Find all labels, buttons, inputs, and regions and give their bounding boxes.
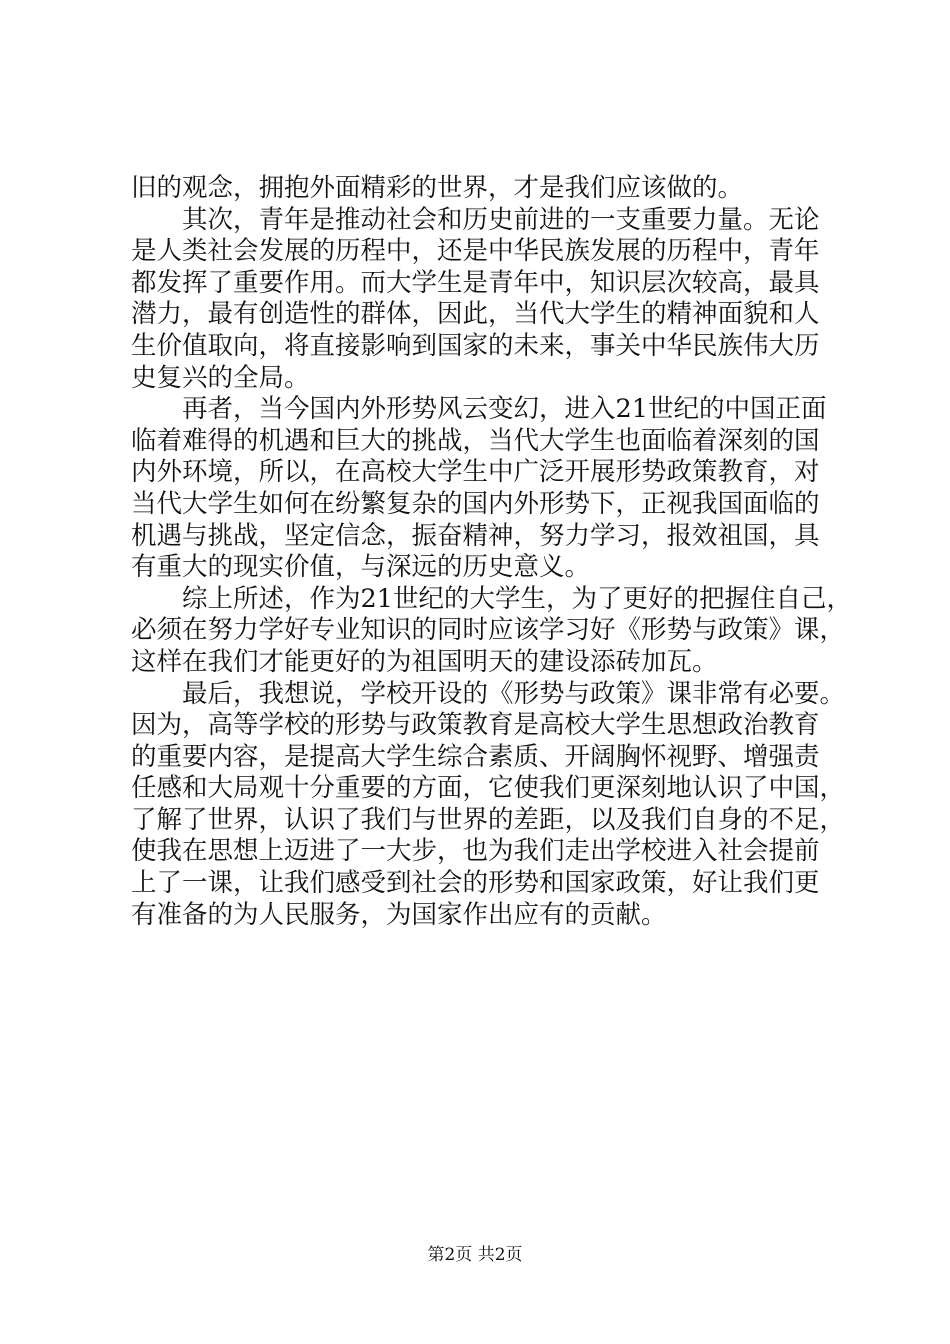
text-line: 内外环境，所以，在高校大学生中广泛开展形势政策教育，对: [131, 457, 820, 488]
text-line: 临着难得的机遇和巨大的挑战，当代大学生也面临着深刻的国: [131, 425, 820, 456]
text-line: 当代大学生如何在纷繁复杂的国内外形势下，正视我国面临的: [131, 488, 820, 519]
text-line: 有重大的现实价值，与深远的历史意义。: [131, 552, 591, 583]
text-line: 生价值取向，将直接影响到国家的未来，事关中华民族伟大历: [131, 330, 820, 361]
paragraph-start-line: 再者，当今国内外形势风云变幻，进入21世纪的中国正面: [182, 394, 827, 425]
text-line: 有准备的为人民服务，为国家作出应有的贡献。: [131, 899, 667, 930]
text-line: 机遇与挑战，坚定信念，振奋精神，努力学习，报效祖国，具: [131, 520, 820, 551]
text-line: 都发挥了重要作用。而大学生是青年中，知识层次较高，最具: [131, 267, 820, 298]
text-line: 了解了世界，认识了我们与世界的差距，以及我们自身的不足，: [131, 804, 846, 835]
document-body: [131, 173, 852, 931]
text-line: 潜力，最有创造性的群体，因此，当代大学生的精神面貌和人: [131, 299, 820, 330]
text-line: 任感和大局观十分重要的方面，它使我们更深刻地认识了中国，: [131, 773, 846, 804]
text-line: 上了一课，让我们感受到社会的形势和国家政策，好让我们更: [131, 868, 820, 899]
text-line: 旧的观念，拥抱外面精彩的世界，才是我们应该做的。: [131, 173, 744, 203]
text-line: 的重要内容，是提高大学生综合素质、开阔胸怀视野、增强责: [131, 741, 820, 772]
text-line: 因为，高等学校的形势与政策教育是高校大学生思想政治教育: [131, 710, 820, 741]
page-number: 第2页 共2页: [427, 1245, 523, 1265]
text-line: 必须在努力学好专业知识的同时应该学习好《形势与政策》课，: [131, 615, 846, 646]
text-line: 使我在思想上迈进了一大步，也为我们走出学校进入社会提前: [131, 836, 820, 867]
page-footer: [0, 1244, 950, 1266]
paragraph-start-line: 最后，我想说，学校开设的《形势与政策》课非常有必要。: [182, 678, 846, 709]
paragraph-start-line: 综上所述，作为21世纪的大学生，为了更好的把握住自己，: [182, 583, 852, 614]
text-line: 这样在我们才能更好的为祖国明天的建设添砖加瓦。: [131, 646, 718, 677]
text-line: 是人类社会发展的历程中，还是中华民族发展的历程中，青年: [131, 236, 820, 267]
text-line: 史复兴的全局。: [131, 362, 310, 393]
paragraph-start-line: 其次，青年是推动社会和历史前进的一支重要力量。无论: [182, 204, 820, 235]
